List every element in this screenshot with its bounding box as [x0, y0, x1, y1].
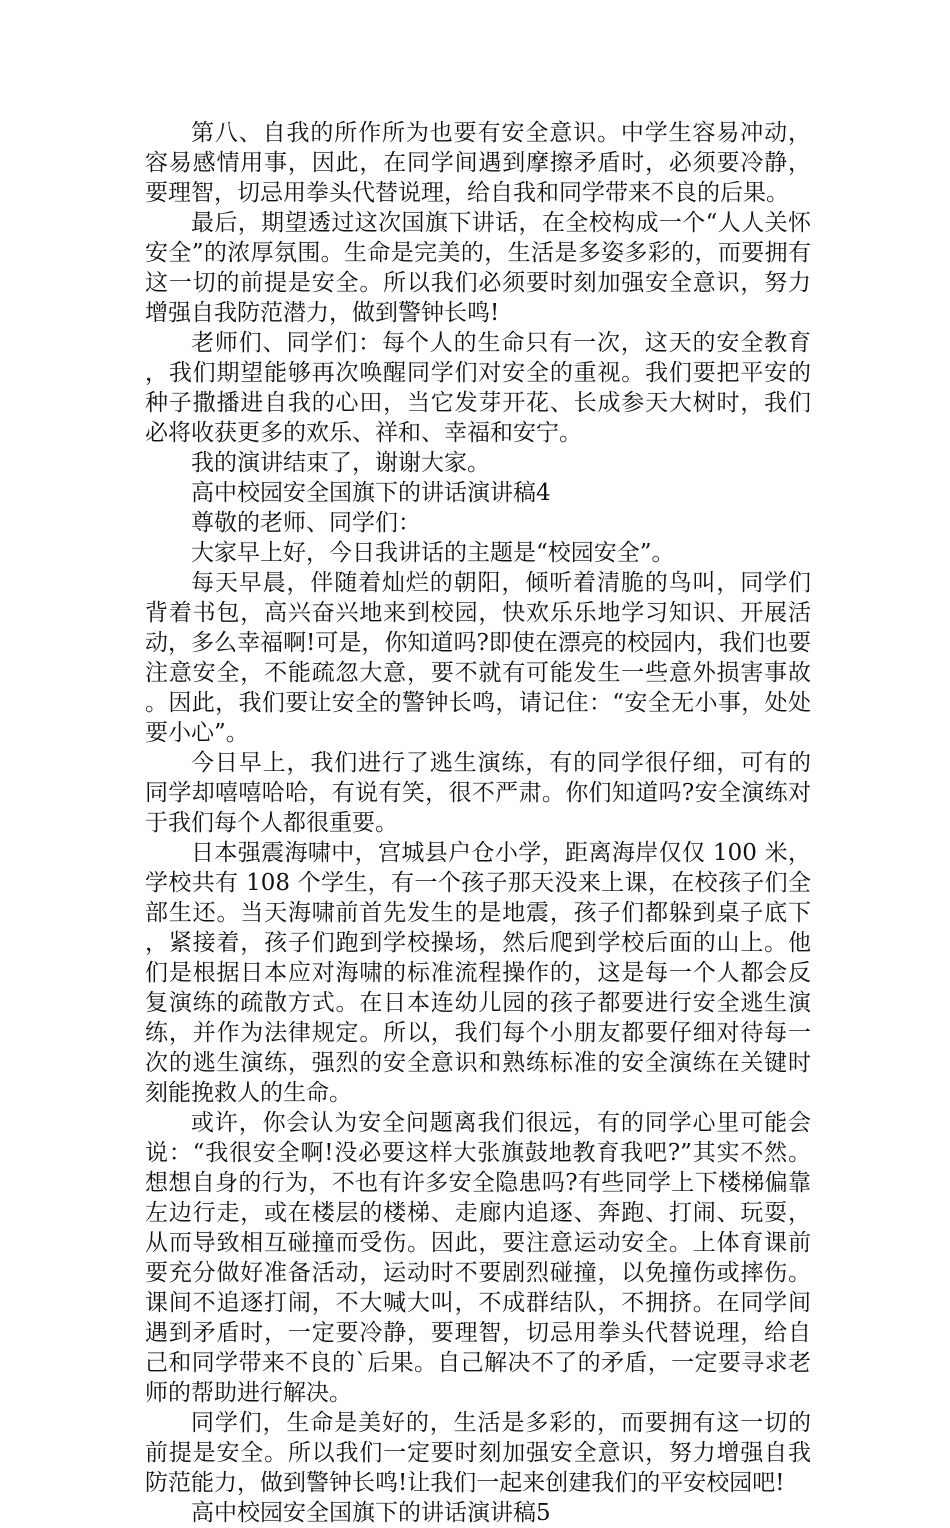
paragraph-drill: 今日早上，我们进行了逃生演练，有的同学很仔细，可有的同学却嘻嘻哈哈，有说有笑，很不严肃。你们知道吗?安全演练对于我们每个人都很重要。 — [145, 750, 811, 836]
paragraph-greeting: 尊敬的老师、同学们： — [191, 510, 421, 536]
paragraph-teachers-students: 老师们、同学们：每个人的生命只有一次，这天的安全教育，我们期望能够再次唤醒同学们对安全的重视。我们要把平安的种子撒播进自我的心田，当它发芽开花、长成参天大树时，我们必将收获更多的欢乐、祥和、幸福和安宁。 — [145, 330, 811, 446]
document-body — [145, 118, 811, 1528]
section-heading-4: 高中校园安全国旗下的讲话演讲稿4 — [191, 480, 551, 506]
paragraph-japan-tsunami: 日本强震海啸中，宫城县户仓小学，距离海岸仅仅 100 米，学校共有 108 个学生，有一个孩子那天没来上课，在校孩子们全部生还。当天海啸前首先发生的是地震，孩子们都躲到桌子底下，紧接着，孩子们跑到学校操场，然后爬到学校后面的山上。他们是根据日本应对海啸的标准流程操作的，这是每一个人都会反复演练的疏散方式。在日本连幼儿园的孩子都要进行安全逃生演练，并作为法律规定。所以，我们每个小朋友都要仔细对待每一次的逃生演练，强烈的安全意识和熟练标准的安全演练在关键时刻能挽救人的生命。 — [145, 840, 811, 1106]
paragraph-conclusion: 同学们，生命是美好的，生活是多彩的，而要拥有这一切的前提是安全。所以我们一定要时刻加强安全意识，努力增强自我防范能力，做到警钟长鸣!让我们一起来创建我们的平安校园吧! — [145, 1410, 811, 1496]
paragraph-closing-hope: 最后，期望透过这次国旗下讲话，在全校构成一个“人人关怀安全”的浓厚氛围。生命是完美的，生活是多姿多彩的，而要拥有这一切的前提是安全。所以我们必须要时刻加强安全意识，努力增强自我防范潜力，做到警钟长鸣! — [145, 210, 811, 326]
section-heading-5: 高中校园安全国旗下的讲话演讲稿5 — [191, 1500, 551, 1526]
paragraph-topic: 大家早上好，今日我讲话的主题是“校园安全”。 — [191, 540, 675, 566]
paragraph-morning: 每天早晨，伴随着灿烂的朝阳，倾听着清脆的鸟叫，同学们背着书包，高兴奋兴地来到校园，快欢乐乐地学习知识、开展活动，多么幸福啊!可是，你知道吗?即使在漂亮的校园内，我们也要注意安全，不能疏忽大意，要不就有可能发生一些意外损害事故。因此，我们要让安全的警钟长鸣，请记住：“安全无小事，处处要小心”。 — [145, 570, 811, 746]
paragraph-speech-end: 我的演讲结束了，谢谢大家。 — [191, 450, 490, 476]
paragraph-safety-hazards: 或许，你会认为安全问题离我们很远，有的同学心里可能会说：“我很安全啊!没必要这样大张旗鼓地教育我吧?”其实不然。想想自身的行为，不也有许多安全隐患吗?有些同学上下楼梯偏靠左边行走，或在楼层的楼梯、走廊内追逐、奔跑、打闹、玩耍，从而导致相互碰撞而受伤。因此，要注意运动安全。上体育课前要充分做好准备活动，运动时不要剧烈碰撞，以免撞伤或摔伤。课间不追逐打闹，不大喊大叫，不成群结队，不拥挤。在同学间遇到矛盾时，一定要冷静，要理智，切忌用拳头代替说理，给自己和同学带来不良的`后果。自己解决不了的矛盾，一定要寻求老师的帮助进行解决。 — [145, 1110, 811, 1406]
paragraph-safety-awareness: 第八、自我的所作所为也要有安全意识。中学生容易冲动，容易感情用事，因此，在同学间遇到摩擦矛盾时，必须要冷静，要理智，切忌用拳头代替说理，给自我和同学带来不良的后果。 — [145, 120, 811, 206]
